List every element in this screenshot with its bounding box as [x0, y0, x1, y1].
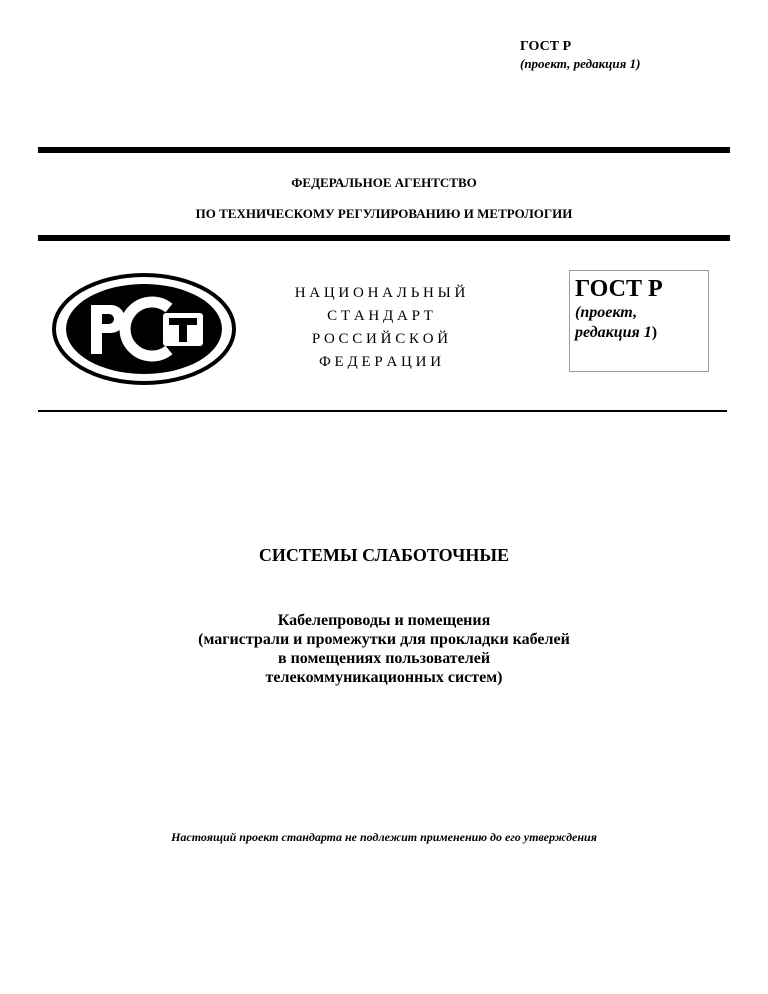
- second-thick-divider: [38, 235, 730, 241]
- header-edition-note: (проект, редакция 1): [520, 56, 641, 71]
- header-standard-code: ГОСТ Р: [520, 39, 572, 54]
- national-standard-line: Ф Е Д Е Р А Ц И И: [318, 354, 442, 370]
- subtitle-line: Кабелепроводы и помещения: [277, 612, 491, 629]
- rst-logo-graphic: [51, 272, 237, 386]
- national-standard-line: С Т А Н Д А Р Т: [327, 308, 433, 324]
- designation-edition-close: ): [651, 324, 658, 341]
- agency-name-line-1: ФЕДЕРАЛЬНОЕ АГЕНТСТВО: [291, 175, 477, 190]
- subtitle-line: телекоммуникационных систем): [265, 669, 503, 686]
- rst-certification-logo-icon: [51, 272, 237, 386]
- subtitle-line: (магистрали и промежутки для прокладки кабелей: [198, 631, 570, 648]
- designation-edition-line-1: (проект,: [575, 304, 638, 321]
- national-standard-line: Р О С С И Й С К О Й: [311, 331, 449, 347]
- thin-divider: [38, 410, 727, 412]
- designation-title: ГОСТ Р: [575, 276, 663, 302]
- document-title: СИСТЕМЫ СЛАБОТОЧНЫЕ: [258, 545, 510, 565]
- national-standard-label: [240, 282, 520, 374]
- designation-edition-line-2: [575, 323, 703, 343]
- designation-edition-italic: редакция 1: [575, 324, 652, 341]
- top-thick-divider: [38, 147, 730, 153]
- national-standard-line: Н А Ц И О Н А Л Ь Н Ы Й: [294, 285, 466, 301]
- draft-notice: Настоящий проект стандарта не подлежит применению до его утверждения: [171, 830, 597, 844]
- agency-name-line-2: ПО ТЕХНИЧЕСКОМУ РЕГУЛИРОВАНИЮ И МЕТРОЛОГИИ: [195, 206, 573, 221]
- designation-box: [569, 270, 709, 372]
- document-subtitle: [0, 611, 768, 687]
- subtitle-line: в помещениях пользователей: [277, 650, 491, 667]
